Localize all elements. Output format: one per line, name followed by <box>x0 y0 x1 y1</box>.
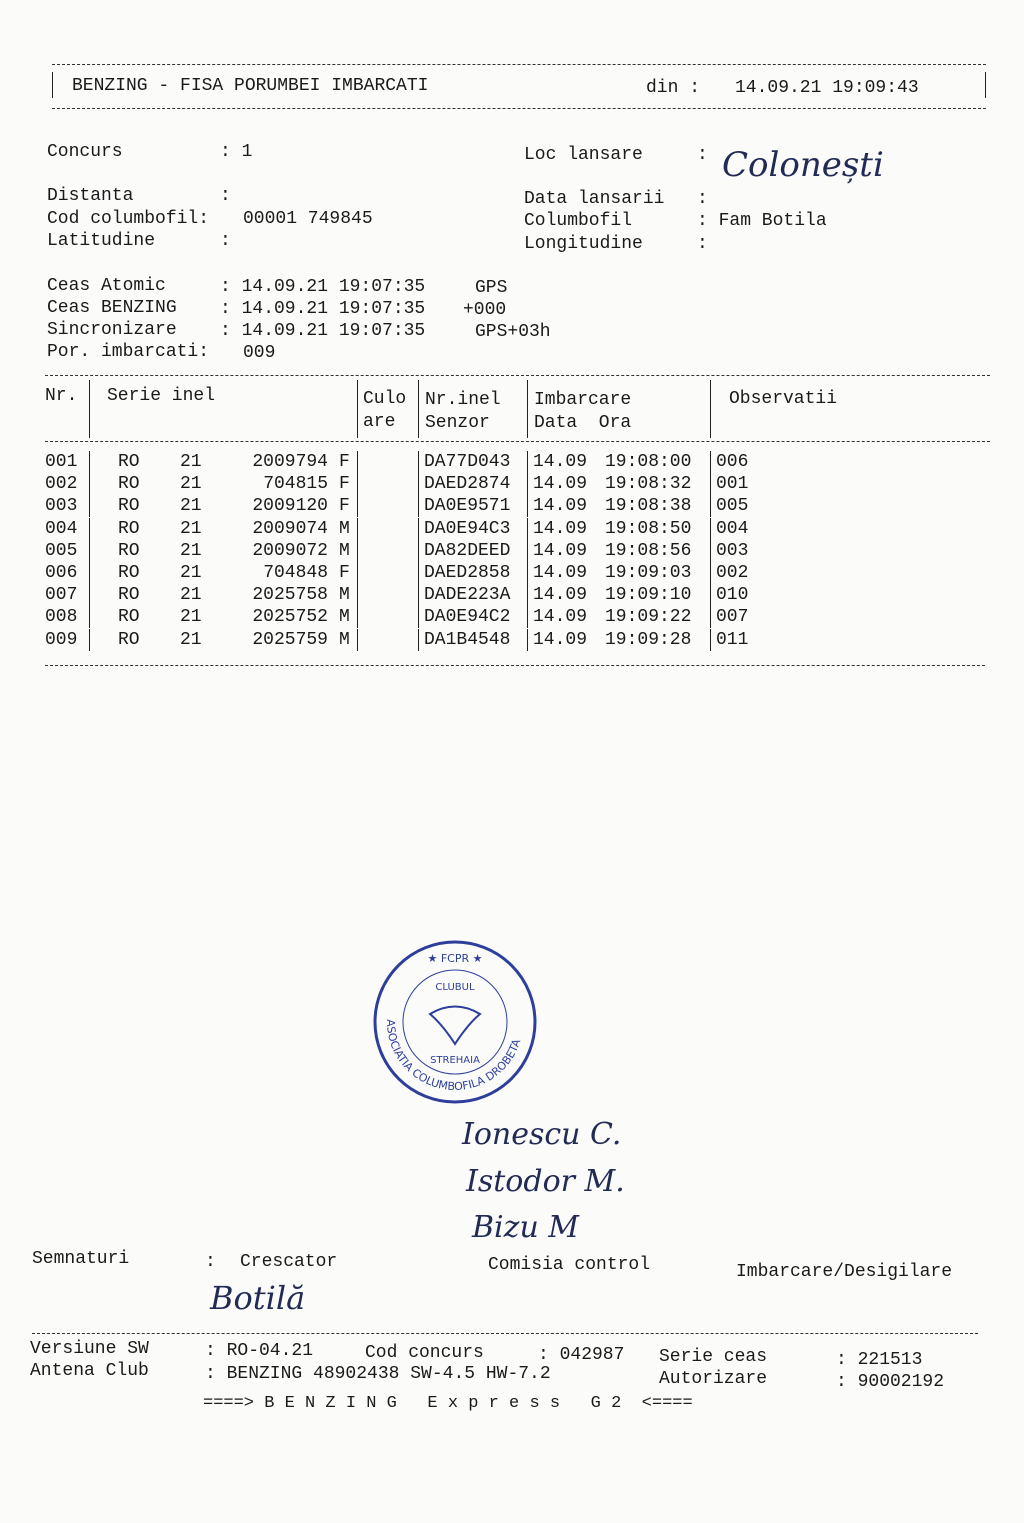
header-culoare: Culo <box>363 389 407 409</box>
row-ora: 19:08:50 <box>605 518 692 539</box>
stamp-club-text: CLUBUL <box>435 982 475 993</box>
versiune-value: : RO-04.21 <box>205 1341 314 1361</box>
col-line <box>418 584 419 606</box>
row-tara: RO <box>118 496 140 517</box>
col-line <box>710 473 711 495</box>
header-observatii: Observatii <box>729 389 838 409</box>
col-line <box>89 629 90 651</box>
cod-label: Cod columbofil: <box>47 209 210 229</box>
row-tara: RO <box>118 607 140 628</box>
col-line <box>710 451 711 473</box>
row-obs: 011 <box>716 629 749 650</box>
col-line <box>89 562 90 584</box>
col-line <box>710 606 711 628</box>
col-line <box>527 473 528 495</box>
row-inel: 2009074 <box>252 518 328 539</box>
antena-label: Antena Club <box>30 1361 149 1381</box>
row-tara: RO <box>118 518 140 539</box>
row-inel: 704815 <box>263 474 328 495</box>
columbofil-label: Columbofil <box>524 211 633 231</box>
concurs-label: Concurs <box>47 142 123 162</box>
divider <box>52 108 986 109</box>
row-senzor: DAED2858 <box>424 563 511 583</box>
col-line <box>89 540 90 562</box>
row-obs: 006 <box>716 452 749 472</box>
col-line <box>418 518 419 540</box>
stamp-top-text: ★ FCPR ★ <box>427 952 483 965</box>
col-line <box>89 584 90 606</box>
distanta-label: Distanta <box>47 186 134 206</box>
col-line <box>710 495 711 517</box>
row-sex: M <box>339 540 350 561</box>
row-obs: 003 <box>716 540 749 561</box>
col-line <box>89 518 90 540</box>
row-nr: 003 <box>45 496 78 517</box>
serie-ceas-label: Serie ceas <box>659 1347 768 1367</box>
row-nr: 006 <box>45 563 78 583</box>
row-inel: 2009794 <box>252 452 328 472</box>
row-nr: 005 <box>45 540 78 561</box>
col-line <box>527 584 528 606</box>
report-title: BENZING - FISA PORUMBEI IMBARCATI <box>72 76 429 96</box>
row-an: 21 <box>180 607 202 628</box>
col-line <box>357 584 358 606</box>
row-tara: RO <box>118 585 140 606</box>
row-inel: 2025752 <box>252 607 328 628</box>
col-line <box>89 495 90 517</box>
row-nr: 008 <box>45 607 78 628</box>
col-line <box>357 495 358 517</box>
col-line <box>418 495 419 517</box>
report-datetime: 14.09.21 19:09:43 <box>735 78 919 98</box>
col-line <box>527 495 528 517</box>
signature-istodor: Istodor M. <box>466 1164 625 1199</box>
col-line <box>527 380 528 438</box>
row-ora: 19:08:00 <box>605 452 692 472</box>
autorizare-value: : 90002192 <box>836 1372 945 1392</box>
col-line <box>527 562 528 584</box>
divider <box>45 441 990 442</box>
col-line <box>357 518 358 540</box>
separator: : <box>697 189 708 209</box>
col-line <box>418 540 419 562</box>
cod-concurs-value: : 042987 <box>538 1345 625 1365</box>
signature-bizu: Bizu M <box>472 1210 580 1245</box>
header-senzor: Senzor <box>425 413 490 433</box>
row-senzor: DA82DEED <box>424 540 511 561</box>
row-inel: 2009072 <box>252 540 328 561</box>
col-line <box>89 380 90 438</box>
row-an: 21 <box>180 474 202 495</box>
autorizare-label: Autorizare <box>659 1369 768 1389</box>
col-line <box>527 606 528 628</box>
row-ora: 19:09:03 <box>605 563 692 583</box>
col-line <box>357 562 358 584</box>
header-culoare: are <box>363 412 396 432</box>
row-obs: 005 <box>716 496 749 517</box>
row-data: 14.09 <box>533 585 588 606</box>
row-tara: RO <box>118 452 140 472</box>
separator: : <box>697 234 708 254</box>
col-line <box>527 629 528 651</box>
separator: : <box>205 1252 216 1272</box>
row-inel: 2009120 <box>252 496 328 517</box>
row-obs: 010 <box>716 585 749 606</box>
col-line <box>89 451 90 473</box>
signature-ionescu: Ionescu C. <box>462 1117 622 1152</box>
din-label: din : <box>646 78 701 98</box>
signature-crescator: Botilă <box>210 1279 306 1317</box>
row-an: 21 <box>180 518 202 539</box>
row-data: 14.09 <box>533 474 588 495</box>
row-obs: 004 <box>716 518 749 539</box>
col-line <box>418 606 419 628</box>
row-an: 21 <box>180 563 202 583</box>
col-line <box>418 451 419 473</box>
col-line <box>418 562 419 584</box>
row-ora: 19:08:38 <box>605 496 692 517</box>
row-nr: 002 <box>45 474 78 495</box>
col-line <box>357 629 358 651</box>
col-line <box>357 380 358 438</box>
clock-label: Ceas BENZING <box>47 298 177 318</box>
row-senzor: DA77D043 <box>424 452 511 472</box>
loc-value-handwritten: Colonești <box>722 145 884 185</box>
clock-value: : 14.09.21 19:07:35 <box>220 299 426 319</box>
por-label: Por. imbarcati: <box>47 342 210 362</box>
row-tara: RO <box>118 474 140 495</box>
latitudine-label: Latitudine <box>47 231 156 251</box>
col-line <box>710 629 711 651</box>
clock-value: : 14.09.21 19:07:35 <box>220 277 426 297</box>
clock-label: Sincronizare <box>47 320 177 340</box>
row-inel: 2025758 <box>252 585 328 606</box>
row-an: 21 <box>180 629 202 650</box>
row-senzor: DA1B4548 <box>424 629 511 650</box>
semnaturi-label: Semnaturi <box>32 1249 130 1269</box>
col-line <box>89 606 90 628</box>
divider <box>52 64 986 65</box>
col-line <box>710 518 711 540</box>
row-tara: RO <box>118 629 140 650</box>
row-an: 21 <box>180 540 202 561</box>
row-data: 14.09 <box>533 607 588 628</box>
border <box>52 72 53 98</box>
loc-label: Loc lansare <box>524 145 643 165</box>
por-value: 009 <box>243 343 276 363</box>
header-imbarcare: Imbarcare <box>534 390 632 410</box>
imbarcare-label: Imbarcare/Desigilare <box>736 1262 953 1282</box>
row-nr: 007 <box>45 585 78 606</box>
row-data: 14.09 <box>533 518 588 539</box>
row-ora: 19:08:56 <box>605 540 692 561</box>
row-an: 21 <box>180 585 202 606</box>
row-obs: 001 <box>716 474 749 495</box>
row-senzor: DAED2874 <box>424 474 511 495</box>
clock-label: Ceas Atomic <box>47 276 166 296</box>
crescator-label: Crescator <box>240 1252 338 1272</box>
row-data: 14.09 <box>533 540 588 561</box>
row-inel: 704848 <box>263 563 328 583</box>
row-tara: RO <box>118 563 140 583</box>
clock-value: : 14.09.21 19:07:35 <box>220 321 426 341</box>
divider <box>45 375 990 376</box>
col-line <box>418 473 419 495</box>
col-line <box>710 540 711 562</box>
longitudine-label: Longitudine <box>524 234 643 254</box>
col-line <box>527 518 528 540</box>
row-ora: 19:09:10 <box>605 585 692 606</box>
row-sex: F <box>339 563 350 583</box>
col-line <box>710 562 711 584</box>
separator: : <box>220 186 231 206</box>
header-nrinel: Nr.inel <box>425 390 501 410</box>
row-sex: M <box>339 518 350 539</box>
border <box>985 72 986 98</box>
row-nr: 001 <box>45 452 78 472</box>
header-nr: Nr. <box>45 386 78 406</box>
clock-extra: GPS+03h <box>475 322 551 342</box>
col-line <box>710 584 711 606</box>
divider <box>32 1333 978 1334</box>
row-senzor: DA0E94C3 <box>424 518 511 539</box>
row-obs: 002 <box>716 563 749 583</box>
row-data: 14.09 <box>533 452 588 472</box>
columbofil-value: : Fam Botila <box>697 211 827 231</box>
pigeon-icon <box>430 1007 480 1045</box>
row-sex: F <box>339 452 350 472</box>
row-sex: M <box>339 629 350 650</box>
cod-value: 00001 749845 <box>243 209 373 229</box>
row-senzor: DA0E94C2 <box>424 607 511 628</box>
col-line <box>527 540 528 562</box>
row-data: 14.09 <box>533 563 588 583</box>
row-nr: 004 <box>45 518 78 539</box>
row-sex: F <box>339 474 350 495</box>
row-inel: 2025759 <box>252 629 328 650</box>
row-senzor: DADE223A <box>424 585 511 606</box>
club-stamp <box>372 938 538 1106</box>
benzing-banner: ====> B E N Z I N G E x p r e s s G 2 <==== <box>203 1394 693 1413</box>
cod-concurs-label: Cod concurs <box>365 1343 484 1363</box>
col-line <box>418 380 419 438</box>
col-line <box>710 380 711 438</box>
concurs-value: : 1 <box>220 142 253 162</box>
row-ora: 19:08:32 <box>605 474 692 495</box>
col-line <box>357 473 358 495</box>
clock-extra: GPS <box>475 278 508 298</box>
antena-value: : BENZING 48902438 SW-4.5 HW-7.2 <box>205 1364 551 1384</box>
row-an: 21 <box>180 496 202 517</box>
row-senzor: DA0E9571 <box>424 496 511 517</box>
data-lansarii-label: Data lansarii <box>524 189 665 209</box>
divider <box>45 665 985 666</box>
row-ora: 19:09:28 <box>605 629 692 650</box>
col-line <box>527 451 528 473</box>
clock-extra: +000 <box>463 300 507 320</box>
col-line <box>357 540 358 562</box>
header-serie: Serie inel <box>107 386 216 406</box>
separator: : <box>220 231 231 251</box>
row-obs: 007 <box>716 607 749 628</box>
row-nr: 009 <box>45 629 78 650</box>
col-line <box>89 473 90 495</box>
header-data-ora: Data Ora <box>534 413 632 433</box>
stamp-ring-text: ASOCIATIA COLUMBOFILA DROBETA <box>383 1019 524 1094</box>
separator: : <box>697 145 708 165</box>
serie-ceas-value: : 221513 <box>836 1350 923 1370</box>
row-tara: RO <box>118 540 140 561</box>
row-ora: 19:09:22 <box>605 607 692 628</box>
row-sex: F <box>339 496 350 517</box>
versiune-label: Versiune SW <box>30 1339 149 1359</box>
stamp-city-text: STREHAIA <box>430 1055 480 1066</box>
row-sex: M <box>339 585 350 606</box>
row-sex: M <box>339 607 350 628</box>
row-an: 21 <box>180 452 202 472</box>
row-data: 14.09 <box>533 629 588 650</box>
col-line <box>357 606 358 628</box>
row-data: 14.09 <box>533 496 588 517</box>
col-line <box>418 629 419 651</box>
comisia-label: Comisia control <box>488 1255 651 1275</box>
col-line <box>357 451 358 473</box>
